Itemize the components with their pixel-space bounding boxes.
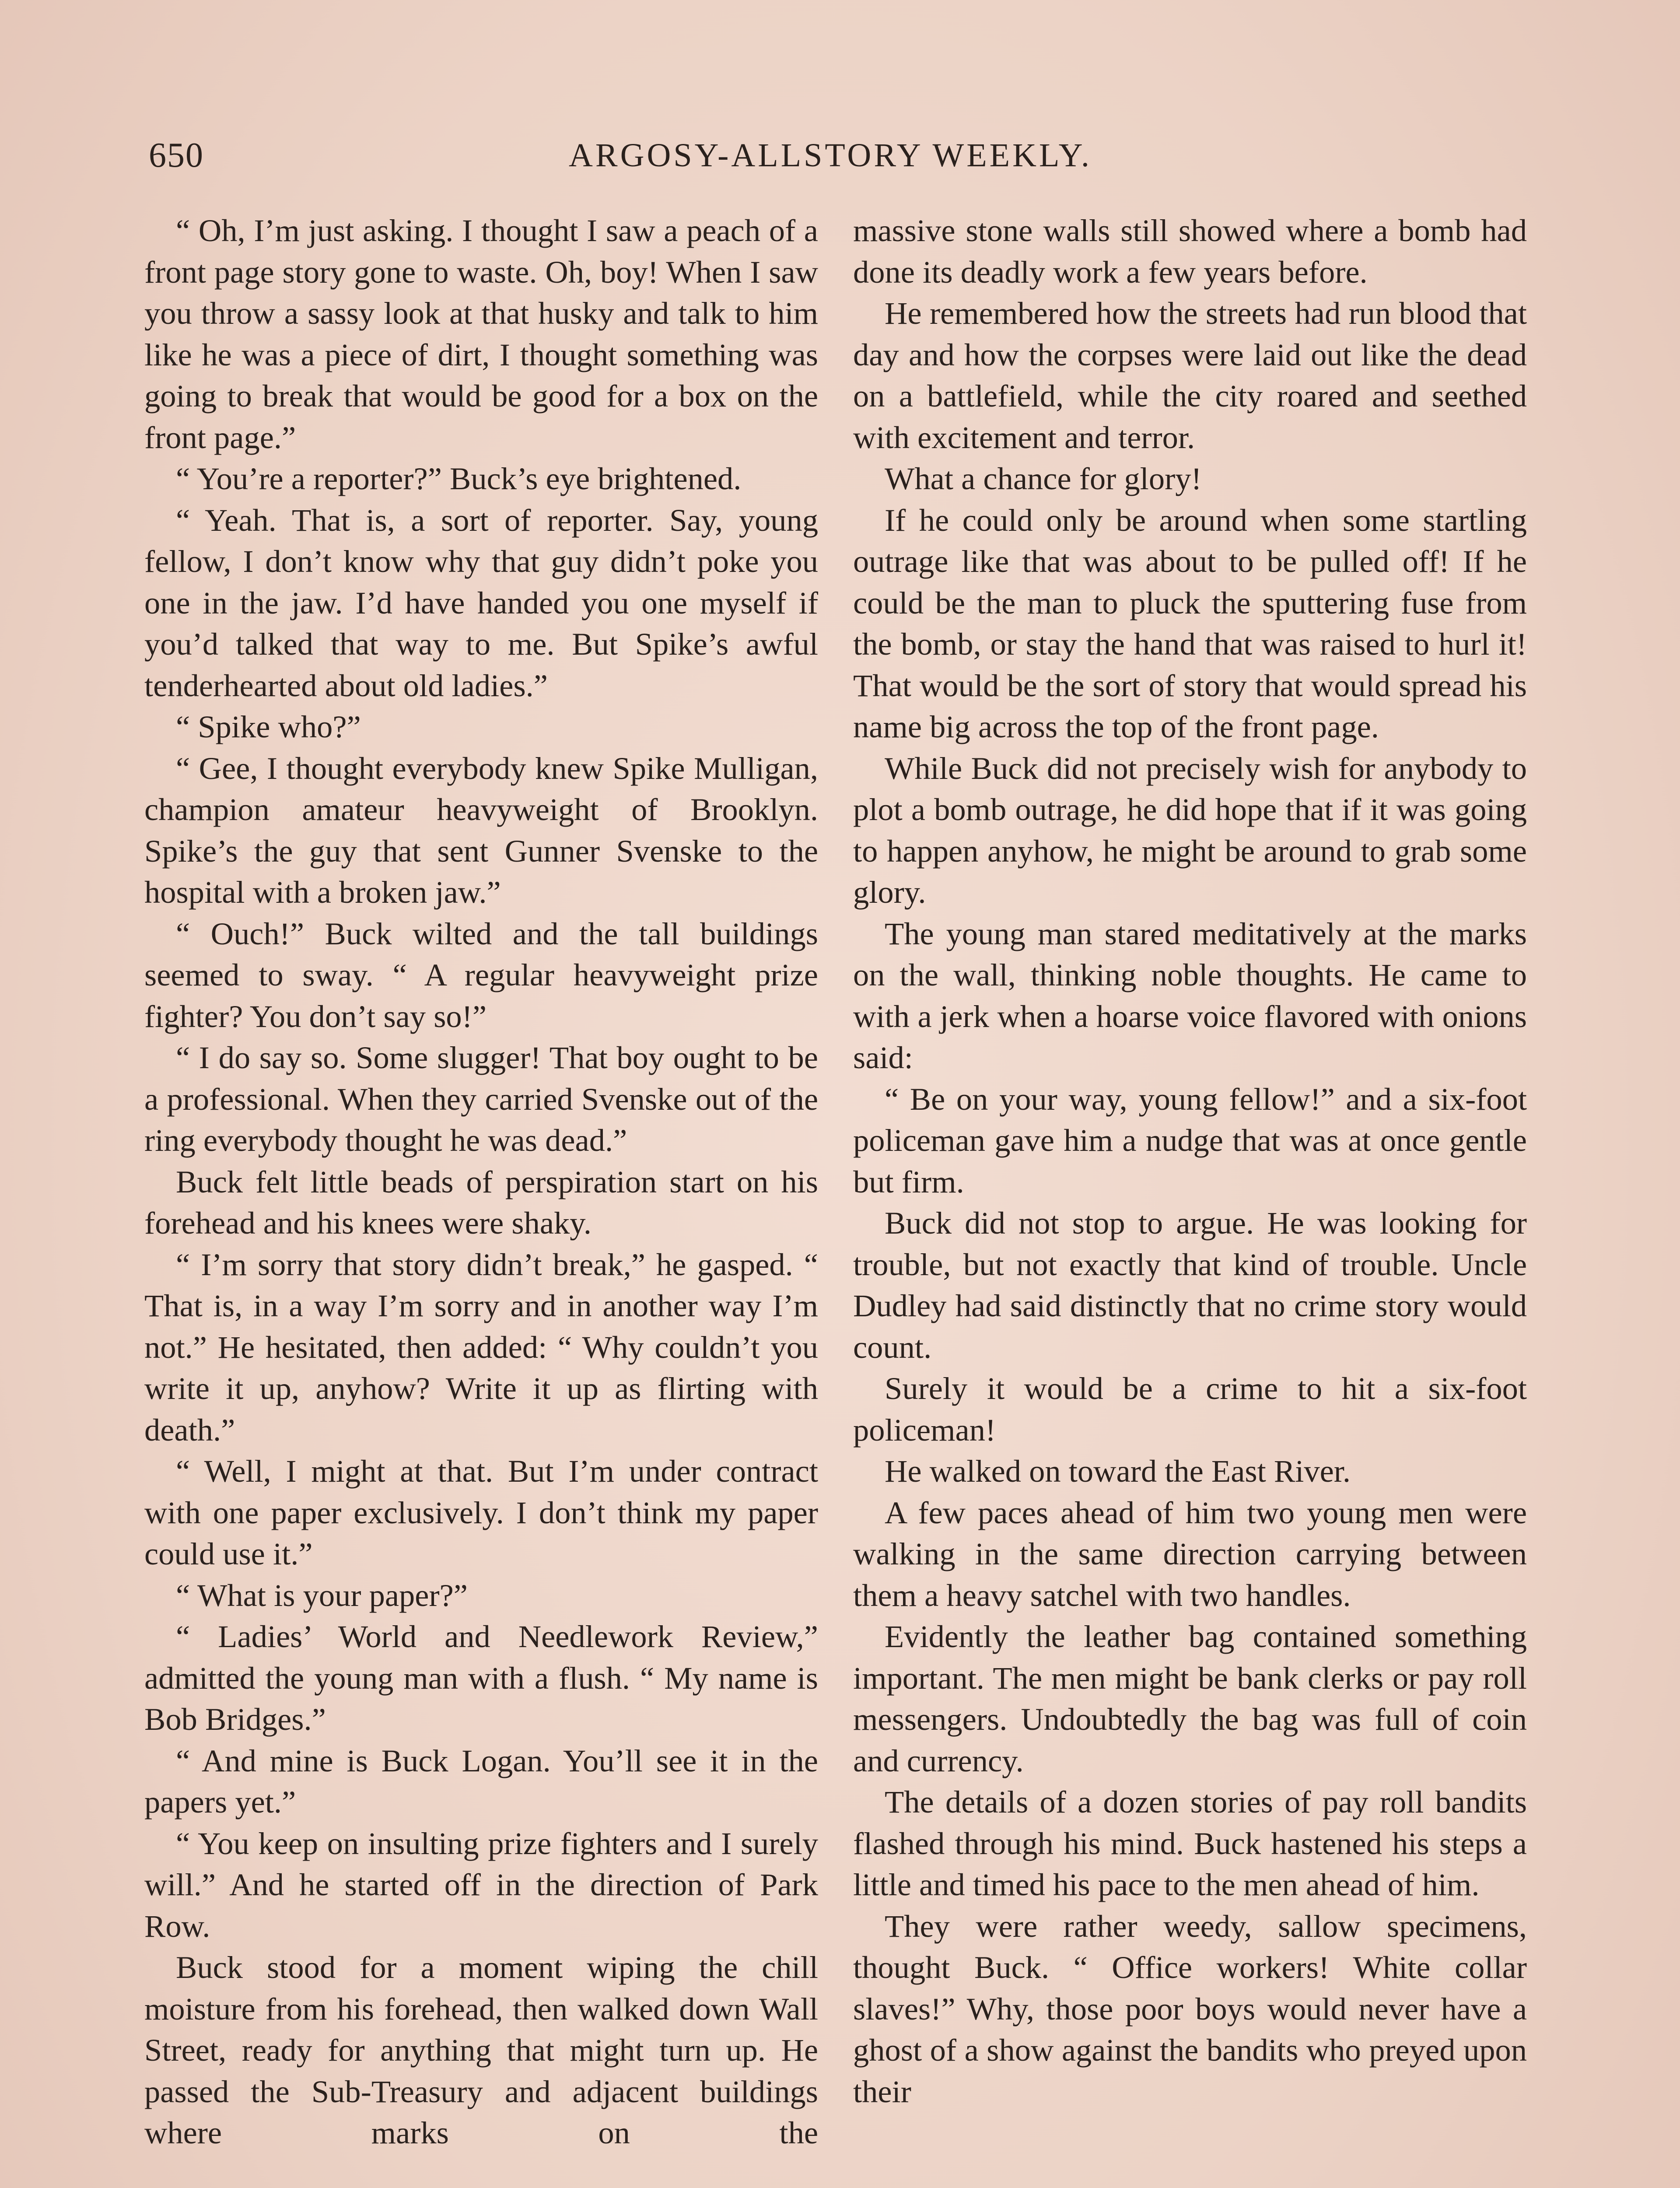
paragraph: “ Oh, I’m just asking. I thought I saw a peach of a front page story gone to waste. Oh, boy! When I saw you throw a sassy look at that husky and talk to him like he was a piece of dirt, I thought something was going to break that would be good for a box on the front page.” [144, 213, 818, 455]
left-column [144, 210, 818, 2154]
paragraph: “ Spike who?” [176, 709, 361, 744]
right-column [853, 210, 1527, 2112]
paragraph: The details of a dozen stories of pay roll bandits flashed through his mind. Buck hastened his steps a little and timed his pace to the men ahead of him. [853, 1784, 1527, 1902]
running-title: ARGOSY-ALLSTORY WEEKLY. [569, 137, 1092, 174]
paragraph: “ What is your paper?” [176, 1577, 468, 1613]
paragraph: If he could only be around when some startling outrage like that was about to be pulled off! If he could be the man to pluck the sputtering fuse from the bomb, or stay the hand that was raised to hurl it! That would be the sort of story that would spread his name big across the top of the front page. [853, 502, 1527, 744]
paragraph: Surely it would be a crime to hit a six-foot policeman! [853, 1371, 1527, 1448]
paragraph: He remembered how the streets had run blood that day and how the corpses were laid out like the dead on a battlefield, while the city roared and seethed with excitement and terror. [853, 295, 1527, 455]
paragraph: They were rather weedy, sallow specimens, thought Buck. “ Office workers! White collar slaves!” Why, those poor boys would never have a ghost of a show against the bandits who preyed upon their [853, 1908, 1527, 2109]
page-header [149, 131, 1531, 179]
paragraph: What a chance for glory! [885, 461, 1202, 496]
paragraph: massive stone walls still showed where a bomb had done its deadly work a few years before. [853, 213, 1527, 290]
paragraph: “ Ouch!” Buck wilted and the tall buildings seemed to sway. “ A regular heavyweight prize fighter? You don’t say so!” [144, 915, 818, 1034]
paragraph: “ Gee, I thought everybody knew Spike Mulligan, champion amateur heavyweight of Brooklyn. Spike’s the guy that sent Gunner Svenske to the hospital with a broken jaw.” [144, 750, 818, 910]
paragraph: A few paces ahead of him two young men were walking in the same direction carrying between them a heavy satchel with two handles. [853, 1494, 1527, 1613]
paragraph: “ You keep on insulting prize fighters and I surely will.” And he started off in the direction of Park Row. [144, 1825, 818, 1944]
paragraph: Buck did not stop to argue. He was looking for trouble, but not exactly that kind of trouble. Uncle Dudley had said distinctly that no crime story would count. [853, 1205, 1527, 1365]
paragraph: “ And mine is Buck Logan. You’ll see it in the papers yet.” [144, 1743, 818, 1820]
paragraph: Evidently the leather bag contained something important. The men might be bank clerks or pay roll messengers. Undoubtedly the bag was full of coin and currency. [853, 1619, 1527, 1778]
paragraph: He walked on toward the East River. [885, 1453, 1351, 1489]
paragraph: “ I do say so. Some slugger! That boy ought to be a professional. When they carried Svenske out of the ring everybody thought he was dead.” [144, 1040, 818, 1158]
paragraph: “ I’m sorry that story didn’t break,” he gasped. “ That is, in a way I’m sorry and in another way I’m not.” He hesitated, then added: “ Why couldn’t you write it up, anyhow? Write it up as flirting with death.” [144, 1246, 818, 1448]
paragraph: Buck stood for a moment wiping the chill moisture from his forehead, then walked down Wall Street, ready for anything that might turn up. He passed the Sub-Treasury and adjacent buildings where marks on the [144, 1950, 818, 2150]
paragraph: “ Yeah. That is, a sort of reporter. Say, young fellow, I don’t know why that guy didn’t poke you one in the jaw. I’d have handed you one myself if you’d talked that way to me. But Spike’s awful tenderhearted about old ladies.” [144, 502, 818, 703]
paragraph: “ You’re a reporter?” Buck’s eye brightened. [176, 461, 742, 496]
paragraph: “ Well, I might at that. But I’m under contract with one paper exclusively. I don’t think my paper could use it.” [144, 1453, 818, 1571]
paragraph: “ Be on your way, young fellow!” and a six-foot policeman gave him a nudge that was at once gentle but firm. [853, 1081, 1527, 1199]
page-number: 650 [149, 136, 204, 175]
paragraph: The young man stared meditatively at the marks on the wall, thinking noble thoughts. He came to with a jerk when a hoarse voice flavored with onions said: [853, 915, 1527, 1075]
paragraph: Buck felt little beads of perspiration start on his forehead and his knees were shaky. [144, 1164, 818, 1241]
paragraph: “ Ladies’ World and Needlework Review,” admitted the young man with a flush. “ My name is Bob Bridges.” [144, 1619, 818, 1737]
paragraph: While Buck did not precisely wish for anybody to plot a bomb outrage, he did hope that if it was going to happen anyhow, he might be around to grab some glory. [853, 750, 1527, 910]
